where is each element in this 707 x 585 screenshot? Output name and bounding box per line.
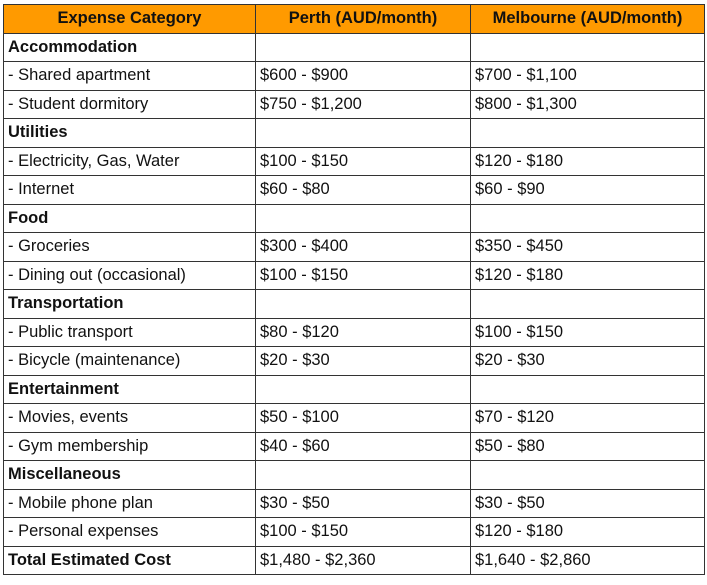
- total-row: [4, 546, 705, 575]
- perth-cell: $100 - $150: [256, 261, 471, 290]
- melbourne-cell: $20 - $30: [471, 347, 705, 376]
- melbourne-cell: [471, 119, 705, 148]
- category-cell: - Bicycle (maintenance): [4, 347, 256, 376]
- category-cell: - Shared apartment: [4, 62, 256, 91]
- perth-cell: $600 - $900: [256, 62, 471, 91]
- category-cell: - Groceries: [4, 233, 256, 262]
- melbourne-cell: $120 - $180: [471, 147, 705, 176]
- perth-cell: $100 - $150: [256, 518, 471, 547]
- section-row: [4, 119, 705, 148]
- melbourne-cell: $800 - $1,300: [471, 90, 705, 119]
- section-row: [4, 375, 705, 404]
- melbourne-cell: $700 - $1,100: [471, 62, 705, 91]
- table-row: [4, 432, 705, 461]
- table-row: [4, 62, 705, 91]
- category-cell: - Movies, events: [4, 404, 256, 433]
- category-cell: Accommodation: [4, 33, 256, 62]
- category-cell: Total Estimated Cost: [4, 546, 256, 575]
- section-row: [4, 290, 705, 319]
- melbourne-cell: $30 - $50: [471, 489, 705, 518]
- category-cell: - Public transport: [4, 318, 256, 347]
- table-row: [4, 518, 705, 547]
- header-perth: Perth (AUD/month): [256, 5, 471, 34]
- melbourne-cell: $120 - $180: [471, 518, 705, 547]
- category-cell: - Gym membership: [4, 432, 256, 461]
- table-row: [4, 233, 705, 262]
- table-row: [4, 147, 705, 176]
- melbourne-cell: $50 - $80: [471, 432, 705, 461]
- category-cell: Miscellaneous: [4, 461, 256, 490]
- perth-cell: $20 - $30: [256, 347, 471, 376]
- category-cell: - Dining out (occasional): [4, 261, 256, 290]
- perth-cell: [256, 375, 471, 404]
- category-cell: - Electricity, Gas, Water: [4, 147, 256, 176]
- melbourne-cell: $350 - $450: [471, 233, 705, 262]
- category-cell: Food: [4, 204, 256, 233]
- table-row: [4, 318, 705, 347]
- table-row: [4, 176, 705, 205]
- category-cell: Entertainment: [4, 375, 256, 404]
- perth-cell: $100 - $150: [256, 147, 471, 176]
- perth-cell: $30 - $50: [256, 489, 471, 518]
- perth-cell: $50 - $100: [256, 404, 471, 433]
- perth-cell: $60 - $80: [256, 176, 471, 205]
- header-expense-category: Expense Category: [4, 5, 256, 34]
- melbourne-cell: [471, 290, 705, 319]
- category-cell: - Internet: [4, 176, 256, 205]
- category-cell: - Mobile phone plan: [4, 489, 256, 518]
- category-cell: Transportation: [4, 290, 256, 319]
- melbourne-cell: $1,640 - $2,860: [471, 546, 705, 575]
- melbourne-cell: [471, 375, 705, 404]
- perth-cell: $40 - $60: [256, 432, 471, 461]
- perth-cell: $80 - $120: [256, 318, 471, 347]
- melbourne-cell: $70 - $120: [471, 404, 705, 433]
- table-row: [4, 347, 705, 376]
- table-row: [4, 90, 705, 119]
- melbourne-cell: $100 - $150: [471, 318, 705, 347]
- header-row: [4, 5, 705, 34]
- perth-cell: [256, 204, 471, 233]
- category-cell: - Student dormitory: [4, 90, 256, 119]
- melbourne-cell: $60 - $90: [471, 176, 705, 205]
- melbourne-cell: $120 - $180: [471, 261, 705, 290]
- category-cell: Utilities: [4, 119, 256, 148]
- perth-cell: $1,480 - $2,360: [256, 546, 471, 575]
- perth-cell: $300 - $400: [256, 233, 471, 262]
- table-row: [4, 261, 705, 290]
- section-row: [4, 204, 705, 233]
- table-row: [4, 489, 705, 518]
- category-cell: - Personal expenses: [4, 518, 256, 547]
- melbourne-cell: [471, 204, 705, 233]
- perth-cell: $750 - $1,200: [256, 90, 471, 119]
- perth-cell: [256, 290, 471, 319]
- perth-cell: [256, 461, 471, 490]
- expense-comparison-table: [3, 4, 705, 575]
- table-row: [4, 404, 705, 433]
- header-melbourne: Melbourne (AUD/month): [471, 5, 705, 34]
- perth-cell: [256, 119, 471, 148]
- section-row: [4, 33, 705, 62]
- melbourne-cell: [471, 461, 705, 490]
- melbourne-cell: [471, 33, 705, 62]
- section-row: [4, 461, 705, 490]
- perth-cell: [256, 33, 471, 62]
